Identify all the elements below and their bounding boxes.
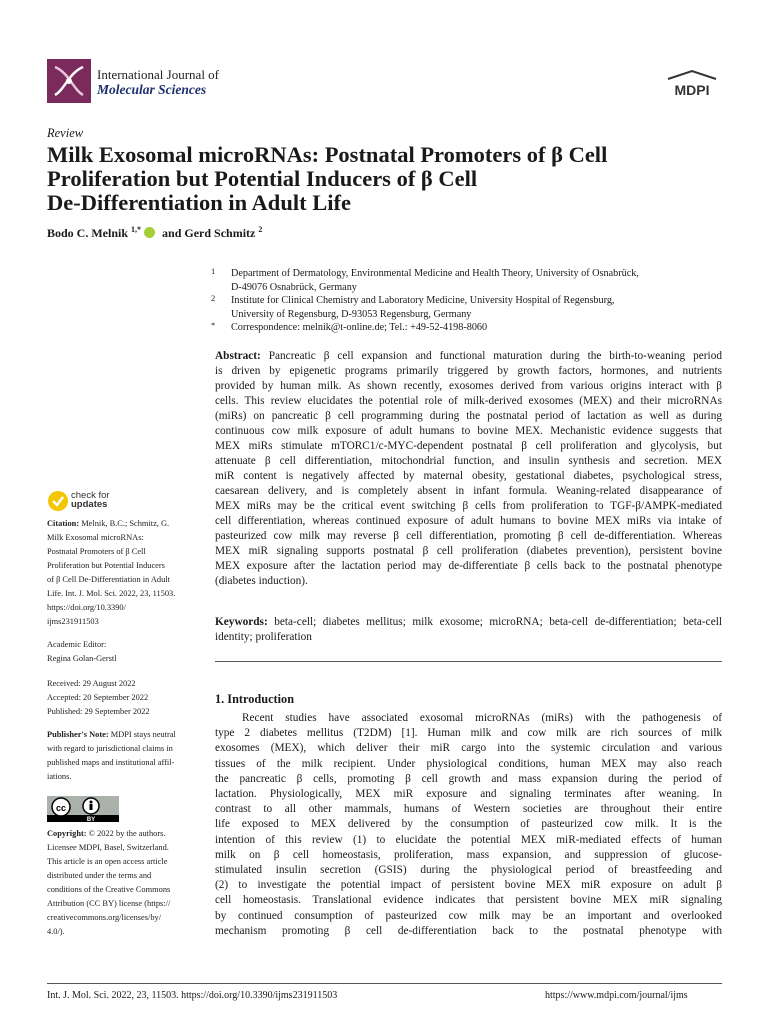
intro-line: cell homeostasis. Translational evidence indicates that persistent bovine MEX miR signaling xyxy=(215,894,722,907)
article-type: Review xyxy=(47,126,84,140)
mdpi-logo-icon[interactable] xyxy=(664,69,720,101)
orcid-icon[interactable] xyxy=(144,227,155,238)
note-label: Publisher's Note: xyxy=(47,730,109,739)
note-line: MDPI stays neutral xyxy=(108,730,176,739)
intro-line: life exposed to MEX delivered by the consumption of pasteurized cow milk. It is the xyxy=(215,818,722,831)
abstract-line: miR content is negatively affected by maternal obesity, gestational diabetes, psychological stress, xyxy=(215,470,722,482)
citation-doi-link[interactable]: ijms231911503 xyxy=(47,617,99,626)
abstract-label: Abstract: xyxy=(215,350,261,362)
check-for-updates-line1: check for xyxy=(71,490,110,501)
abstract-line: cell differentiation, whereas continued exposure of adult humans to bovine MEX miRs via intake of xyxy=(215,515,722,527)
abstract-line: MEX miRs may be the critical event switching β cells from proliferation to TGF-β/AMPK-mediated xyxy=(215,500,722,512)
abstract-line: attenuate β cell differentiation, mitochondrial function, and insulin synthesis and secretion. MEX xyxy=(215,455,722,467)
author-list xyxy=(47,225,262,241)
author-name[interactable]: Gerd Schmitz xyxy=(184,226,256,240)
abstract-line: continuous cow milk exposure of adult humans to bovine MEX. Mechanistic evidence suggests that xyxy=(215,425,722,437)
citation-line: Milk Exosomal microRNAs: xyxy=(47,533,144,542)
svg-text:cc: cc xyxy=(55,803,67,813)
citation-doi-link[interactable]: https://doi.org/10.3390/ xyxy=(47,603,126,612)
note-line: iations. xyxy=(47,772,72,781)
check-for-updates-line2: updates xyxy=(71,499,108,510)
citation-line: of β Cell De-Differentiation in Adult xyxy=(47,575,170,584)
abstract-line: pasteurized cow milk may reverse β cell differentiation, promoting β cell de-differentiation. Whereas xyxy=(215,530,722,542)
keywords-line: beta-cell; diabetes mellitus; milk exosome; microRNA; beta-cell de-differentiation; beta-cell xyxy=(267,616,722,628)
intro-line: the pancreatic β cells, promoting β cell growth and mass expansion during the period of xyxy=(215,772,722,785)
editor-label: Academic Editor: xyxy=(47,640,107,649)
author-affiliation-mark: 1,* xyxy=(131,225,142,234)
copyright-label: Copyright: xyxy=(47,829,87,838)
affiliation-number: * xyxy=(211,320,216,330)
journal-name-line2: Molecular Sciences xyxy=(97,82,207,97)
title-line: De-Differentiation in Adult Life xyxy=(47,190,351,215)
copyright-license-link[interactable]: 4.0/). xyxy=(47,927,65,936)
affiliation-number: 2 xyxy=(211,293,216,303)
citation-label: Citation: xyxy=(47,519,80,528)
citation-line: Life. Int. J. Mol. Sci. 2022, 23, 11503. xyxy=(47,589,176,598)
copyright-line: distributed under the terms and xyxy=(47,871,152,880)
copyright-line: This article is an open access article xyxy=(47,857,168,866)
abstract-line: (miRs) on pancreatic β cell programming during the postnatal period of lactation as well as during xyxy=(215,410,722,422)
footer-citation[interactable]: Int. J. Mol. Sci. 2022, 23, 11503. https://doi.org/10.3390/ijms231911503 xyxy=(47,990,338,1001)
footer-divider xyxy=(47,983,722,984)
copyright-line: Licensee MDPI, Basel, Switzerland. xyxy=(47,843,169,852)
intro-line: milk on β cell homeostasis, proliferation, mass expansion, and suppression of glucose- xyxy=(215,848,722,861)
abstract-line: is driven by epigenetic programs primarily triggered by growth factors, hormones, and nutrients xyxy=(215,365,722,377)
mdpi-logo-text: MDPI xyxy=(674,82,710,98)
keywords-line: identity; proliferation xyxy=(215,631,312,643)
intro-line: intention of this review (1) to elucidate the potential MEX miR-mediated effects of human xyxy=(215,833,722,846)
article-title xyxy=(47,143,687,215)
abstract-line: (diabetes induction). xyxy=(215,575,308,587)
intro-line: mechanism promoting β cell de-differentiation back to the postnatal phenotype with xyxy=(215,924,722,937)
affiliation-line: D-49076 Osnabrück, Germany xyxy=(231,281,357,293)
intro-line: Recent studies have associated exosomal microRNAs (miRs) with the pathogenesis of xyxy=(242,712,722,724)
citation-line: Proliferation but Potential Inducers xyxy=(47,561,165,570)
affiliation-line: Department of Dermatology, Environmental Medicine and Health Theory, University of Osnabrück, xyxy=(231,268,639,279)
date-received: Received: 29 August 2022 xyxy=(47,679,136,688)
check-for-updates-icon[interactable] xyxy=(47,490,69,512)
citation-line: Melnik, B.C.; Schmitz, G. xyxy=(79,519,170,528)
author-name[interactable]: Bodo C. Melnik xyxy=(47,226,129,240)
intro-line: by continued consumption of pasteurized cow milk may be an important and overlooked xyxy=(215,909,722,922)
copyright-line: conditions of the Creative Commons xyxy=(47,885,171,894)
abstract-line: provided by human milk. As shown recently, exosomes derived from various origins interact with β xyxy=(215,380,722,392)
title-line: Proliferation but Potential Inducers of β Cell xyxy=(47,166,478,191)
copyright-license-link[interactable]: Attribution (CC BY) license (https:// xyxy=(47,899,171,908)
footer-journal-link[interactable]: https://www.mdpi.com/journal/ijms xyxy=(545,990,688,1001)
cc-by-label: BY xyxy=(86,817,96,822)
note-line: published maps and institutional affil- xyxy=(47,758,175,767)
intro-line: lactation. Physiologically, MEX miR exposure and signaling terminates after weaning. In xyxy=(215,788,722,800)
copyright-line: © 2022 by the authors. xyxy=(86,829,166,838)
author-affiliation-mark: 2 xyxy=(258,225,263,234)
date-accepted: Accepted: 20 September 2022 xyxy=(47,693,149,702)
intro-line: type 2 diabetes mellitus (T2DM) [1]. Human milk and cow milk are rich sources of milk xyxy=(215,727,722,740)
abstract-line: MEX exposure after the lactation period may de-differentiate β cells back to the postnatal phenotype xyxy=(215,560,722,572)
correspondence-line: Correspondence: melnik@t-online.de; Tel.: +49-52-4198-8060 xyxy=(231,322,488,333)
section-heading: 1. Introduction xyxy=(215,692,295,706)
check-for-updates-button[interactable] xyxy=(71,491,110,509)
intro-line: exosomes (MEX), which deliver their miR cargo into the systemic circulation and various xyxy=(215,742,722,755)
abstract-line: MEX miRs stimulate mTORC1/c-MYC-dependent postnatal β cell proliferation and glycolysis, but xyxy=(215,440,722,452)
date-published: Published: 29 September 2022 xyxy=(47,707,150,716)
intro-line: stimulated insulin secretion (GSIS) during the physiological period of breastfeeding and xyxy=(215,864,722,876)
affiliation-line: Institute for Clinical Chemistry and Laboratory Medicine, University Hospital of Regensburg, xyxy=(231,295,615,306)
title-line: Milk Exosomal microRNAs: Postnatal Promoters of β Cell xyxy=(47,142,608,167)
affiliation-number: 1 xyxy=(211,266,216,276)
abstract-line: caesarean delivery, and is completely absent in infant formula. Weaning-related disappearance of xyxy=(215,485,722,497)
journal-logo-icon xyxy=(47,59,91,103)
cc-by-license-icon[interactable] xyxy=(47,796,119,822)
abstract-line: MEX miR signaling supports postnatal β cell proliferation (diabetes prevention), persistent bovine xyxy=(215,545,722,557)
editor-name: Regina Golan-Gerstl xyxy=(47,654,117,663)
copyright-license-link[interactable]: creativecommons.org/licenses/by/ xyxy=(47,913,162,922)
abstract-line: Pancreatic β cell expansion and functional maturation during the birth-to-weaning period xyxy=(260,350,722,362)
journal-name-line1: International Journal of xyxy=(97,67,220,82)
citation-line: Postnatal Promoters of β Cell xyxy=(47,547,146,556)
note-line: with regard to jurisdictional claims in xyxy=(47,744,173,753)
author-conjunction: and xyxy=(159,226,185,240)
affiliation-line: University of Regensburg, D-93053 Regensburg, Germany xyxy=(231,308,472,320)
divider xyxy=(215,661,722,662)
intro-line: (2) to investigate the potential impact of persistent bovine MEX miR exposure on adult β xyxy=(215,879,722,892)
intro-line: tissues of the milk recipient. Under physiological conditions, human MEX may also reach xyxy=(215,757,722,770)
keywords-label: Keywords: xyxy=(215,616,268,628)
intro-line: contrast to all other mammals, humans of Western societies are throughout their entire xyxy=(215,803,722,816)
abstract-line: cells. This review elucidates the potential role of milk-derived exosomes (MEX) and their microRNAs xyxy=(215,395,722,407)
